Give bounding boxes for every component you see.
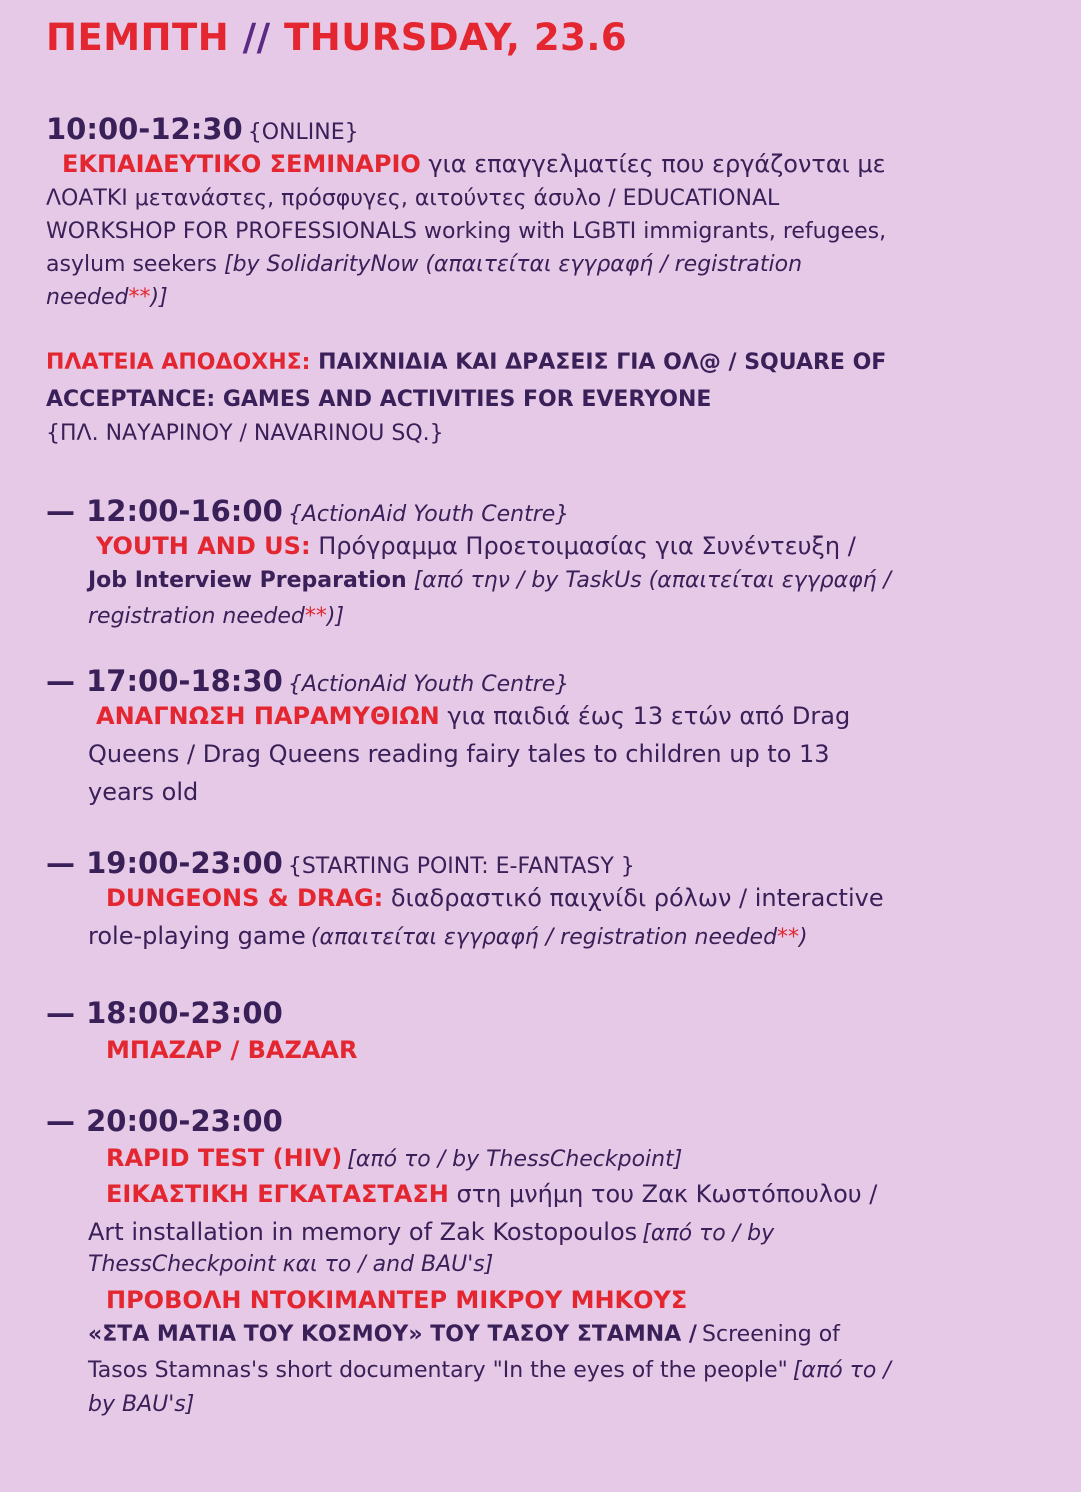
list-dash: — xyxy=(46,996,75,1030)
footnote-marker: ** xyxy=(304,604,327,629)
event-desc: Screening of xyxy=(702,1322,840,1347)
event-desc: Πρόγραμμα Προετοιμασίας για Συνέντευξη / xyxy=(318,532,856,560)
event-desc: years old xyxy=(88,778,199,806)
event-desc: role-playing game xyxy=(88,922,306,950)
event-note: [by SolidarityNow (απαιτείται εγγραφή / registration xyxy=(223,252,803,277)
event-time: 10:00-12:30 xyxy=(46,112,243,146)
event-bazaar xyxy=(46,996,357,1074)
list-dash: — xyxy=(46,1104,75,1138)
event-note: ) xyxy=(799,925,808,950)
section-location: {ΠΛ. ΝΑΥΑΡΙΝΟΥ / NAVARINOU SQ.} xyxy=(46,421,444,446)
list-dash: — xyxy=(46,664,75,698)
event-time: 12:00-16:00 xyxy=(86,494,283,528)
event-note: (απαιτείται εγγραφή / registration needed xyxy=(310,925,778,950)
event-desc: WORKSHOP FOR PROFESSIONALS working with LGBTI immigrants, refugees, xyxy=(46,219,887,244)
event-note: )] xyxy=(150,285,168,310)
event-location: {ActionAid Youth Centre} xyxy=(287,672,570,697)
event-note: [από το / by xyxy=(642,1221,775,1246)
event-note: [από το / xyxy=(792,1358,891,1383)
event-title: ΑΝΑΓΝΩΣΗ ΠΑΡΑΜΥΘΙΩΝ xyxy=(96,702,440,730)
event-dungeons-drag xyxy=(46,846,884,960)
event-desc: ΛΟΑΤΚΙ μετανάστες, πρόσφυγες, αιτούντες άσυλο / EDUCATIONAL xyxy=(46,186,780,211)
event-desc: στη μνήμη του Ζακ Κωστόπουλου / xyxy=(456,1180,878,1208)
event-note: [από την / by TaskUs (απαιτείται εγγραφή / xyxy=(413,568,891,593)
event-location: {STARTING POINT: E-FANTASY } xyxy=(287,854,635,879)
title-separator: // xyxy=(242,16,271,59)
event-note: by BAU's] xyxy=(88,1392,195,1417)
event-time: 18:00-23:00 xyxy=(86,996,283,1030)
event-desc: Queens / Drag Queens reading fairy tales to children up to 13 xyxy=(88,740,830,768)
event-title: DUNGEONS & DRAG: xyxy=(106,884,384,912)
event-location: {ONLINE} xyxy=(247,120,359,145)
event-youth-and-us xyxy=(46,494,891,638)
event-desc: για επαγγελματίες που εργάζονται με xyxy=(428,150,886,178)
event-note: ThessCheckpoint και το / and BAU's] xyxy=(88,1252,494,1277)
event-time: 20:00-23:00 xyxy=(86,1104,283,1138)
event-time: 17:00-18:30 xyxy=(86,664,283,698)
event-desc: Tasos Stamnas's short documentary "In the eyes of the people" xyxy=(88,1358,788,1383)
page-title xyxy=(46,16,627,59)
event-title: ΕΙΚΑΣΤΙΚΗ ΕΓΚΑΤΑΣΤΑΣΗ xyxy=(106,1180,449,1208)
event-title: ΜΠΑΖΑΡ / BAZAAR xyxy=(106,1036,358,1064)
section-title: ΠΑΙΧΝΙΔΙΑ ΚΑΙ ΔΡΑΣΕΙΣ ΓΙΑ ΟΛ@ / SQUARE OF xyxy=(318,350,887,375)
event-title: YOUTH AND US: xyxy=(96,532,311,560)
event-desc: «ΣΤΑ ΜΑΤΙΑ ΤΟΥ ΚΟΣΜΟΥ» ΤΟΥ ΤΑΣΟΥ ΣΤΑΜΝΑ / xyxy=(88,1322,697,1347)
event-note: needed xyxy=(46,285,129,310)
section-title: ACCEPTANCE: GAMES AND ACTIVITIES FOR EVERYONE xyxy=(46,387,712,412)
day-english: THURSDAY, 23.6 xyxy=(284,16,628,59)
event-note: )] xyxy=(326,604,345,629)
event-evening xyxy=(46,1104,891,1426)
event-desc: Art installation in memory of Zak Kostopoulos xyxy=(88,1218,638,1246)
list-dash: — xyxy=(46,494,75,528)
list-dash: — xyxy=(46,846,75,880)
footnote-marker: ** xyxy=(777,925,800,950)
event-desc: διαδραστικό παιχνίδι ρόλων / interactive xyxy=(390,884,884,912)
event-title: ΕΚΠΑΙΔΕΥΤΙΚΟ ΣΕΜΙΝΑΡΙΟ xyxy=(62,150,421,178)
footnote-marker: ** xyxy=(128,285,151,310)
event-desc: για παιδιά έως 13 ετών από Drag xyxy=(447,702,851,730)
event-title: ΠΡΟΒΟΛΗ ΝΤΟΚΙΜΑΝΤΕΡ ΜΙΚΡΟΥ ΜΗΚΟΥΣ xyxy=(106,1286,688,1314)
event-fairy-tales xyxy=(46,664,850,816)
event-time: 19:00-23:00 xyxy=(86,846,283,880)
event-workshop xyxy=(46,112,886,318)
event-desc: Job Interview Preparation xyxy=(88,568,407,593)
event-location: {ActionAid Youth Centre} xyxy=(287,502,570,527)
event-note: [από το / by ThessCheckpoint] xyxy=(347,1147,683,1172)
day-greek: ΠΕΜΠΤΗ xyxy=(46,16,230,59)
event-desc: asylum seekers xyxy=(46,252,217,277)
section-title: ΠΛΑΤΕΙΑ ΑΠΟΔΟΧΗΣ: xyxy=(46,350,311,375)
event-note: registration needed xyxy=(88,604,305,629)
event-title: RAPID TEST (HIV) xyxy=(106,1144,343,1172)
square-of-acceptance xyxy=(46,350,886,454)
